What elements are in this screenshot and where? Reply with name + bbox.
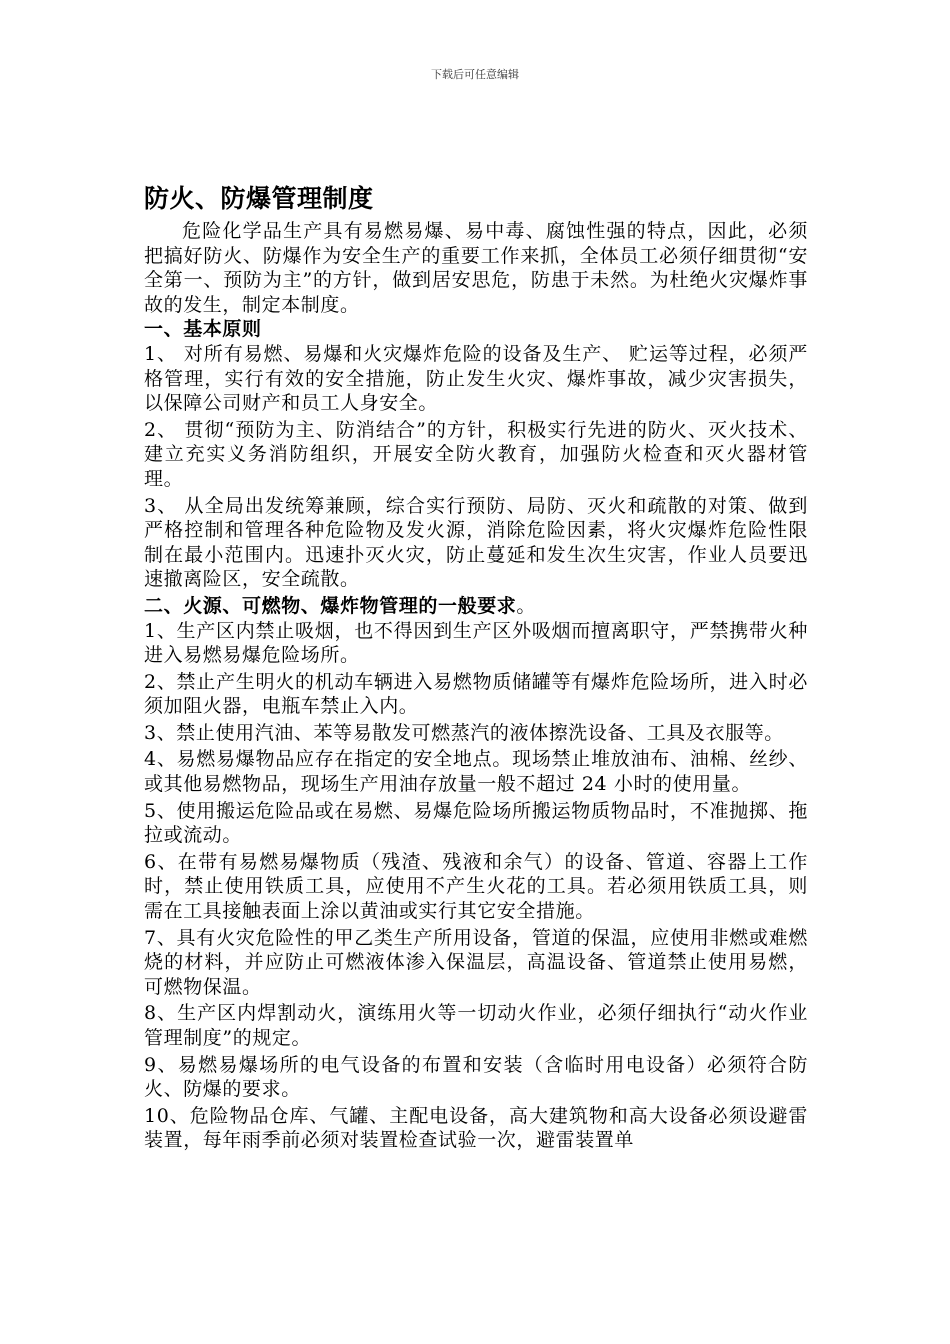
section-2-item-4: 4、易燃易爆物品应存在指定的安全地点。现场禁止堆放油布、油棉、丝纱、或其他易燃物品，现场生产用油存放量一般不超过 24 小时的使用量。 [144,748,808,796]
document-title: 防火、防爆管理制度 [144,184,374,213]
section-1-item-2: 2、 贯彻“预防为主、防消结合”的方针，积极实行先进的防火、灭火技术、建立充实义务消防组织，开展安全防火教育，加强防火检查和灭火器材管理。 [144,418,808,490]
intro-paragraph: 危险化学品生产具有易燃易爆、易中毒、腐蚀性强的特点，因此，必须把搞好防火、防爆作为安全生产的重要工作来抓，全体员工必须仔细贯彻“安全第一、预防为主”的方针，做到居安思危，防患于未然。为杜绝火灾爆炸事故的发生，制定本制度。 [144,220,808,316]
document-body [144,181,808,1155]
section-2-item-8: 8、生产区内焊割动火，演练用火等一切动火作业，必须仔细执行“动火作业管理制度”的规定。 [144,1002,808,1049]
section-2-item-3: 3、禁止使用汽油、苯等易散发可燃蒸汽的液体擦洗设备、工具及衣服等。 [144,721,784,744]
section-2-heading-line [144,594,808,619]
section-2-item-1: 1、生产区内禁止吸烟，也不得因到生产区外吸烟而擅离职守，严禁携带火种进入易燃易爆危险场所。 [144,619,808,667]
section-1-heading: 一、基本原则 [144,318,262,341]
section-1-item-3: 3、 从全局出发统筹兼顾，综合实行预防、局防、灭火和疏散的对策、做到严格控制和管理各种危险物及发火源，消除危险因素，将火灾爆炸危险性限制在最小范围内。迅速扑灭火灾，防止蔓延和发生次生灾害，作业人员要迅速撤离险区，安全疏散。 [144,494,808,591]
section-2-item-9: 9、易燃易爆场所的电气设备的布置和安装（含临时用电设备）必须符合防火、防爆的要求。 [144,1053,808,1101]
section-2-heading: 二、火源、可燃物、爆炸物管理的一般要求 [144,594,517,617]
section-2-heading-tail: 。 [516,594,537,617]
section-1-item-1: 1、 对所有易燃、易爆和火灾爆炸危险的设备及生产、 贮运等过程，必须严格管理，实行有效的安全措施，防止发生火灾、爆炸事故，减少灾害损失，以保障公司财产和员工人身安全。 [144,342,808,415]
section-2-item-5: 5、使用搬运危险品或在易燃、易爆危险场所搬运物质物品时，不准抛掷、拖拉或流动。 [144,799,808,847]
download-note: 下载后可任意编辑 [431,68,519,81]
section-2-item-2: 2、禁止产生明火的机动车辆进入易燃物质储罐等有爆炸危险场所，进入时必须加阻火器，电瓶车禁止入内。 [144,670,808,718]
section-2-item-6: 6、在带有易燃易爆物质（残渣、残液和余气）的设备、管道、容器上工作时，禁止使用铁质工具，应使用不产生火花的工具。若必须用铁质工具，则需在工具接触表面上涂以黄油或实行其它安全措施。 [144,850,808,923]
section-2-item-10: 10、危险物品仓库、气罐、主配电设备，高大建筑物和高大设备必须设避雷装置，每年雨季前必须对装置检查试验一次，避雷装置单 [144,1104,808,1152]
section-2-item-7: 7、具有火灾危险性的甲乙类生产所用设备，管道的保温，应使用非燃或难燃烧的材料，并应防止可燃液体渗入保温层，高温设备、管道禁止使用易燃，可燃物保温。 [144,926,808,998]
